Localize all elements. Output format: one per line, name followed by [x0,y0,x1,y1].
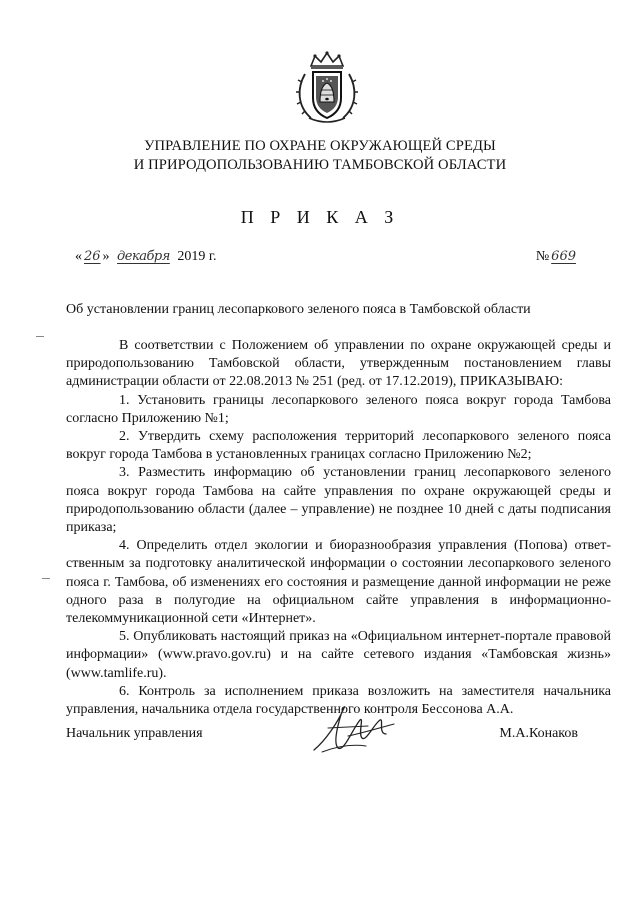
date-quote-open: « [75,249,82,264]
margin-mark [42,578,50,579]
signer-role: Начальник управления [66,726,203,741]
order-item-1: 1. Установить границы лесопаркового зеленого пояса вокруг города Тамбова согласно Приложению №1; [66,392,611,426]
org-line-1: УПРАВЛЕНИЕ ПО ОХРАНЕ ОКРУЖАЮЩЕЙ СРЕДЫ [144,138,496,154]
preamble-paragraph: В соответствии с Положением об управлении по охране окружающей среды и природопользованию Тамбовской области, утвержденным постановлением главы администрации области от 22.08.2013 № 251 (ред. от 17.12.2019), ПРИКАЗЫВАЮ: [66,338,611,390]
number-value: 669 [551,249,576,264]
date-day: 26 [84,249,101,264]
document-body [66,337,611,719]
order-item-3: 3. Разместить информацию об установлении границ лесопаркового зеленого пояса вокруг города Тамбова на сайте управления по охране окружающей среды и природопользованию области (далее – управление) не позднее 10 дней с даты подписания приказа; [66,465,611,536]
document-number [536,248,578,266]
signer-name: М.А.Конаков [499,726,578,741]
document-title: П Р И К А З [240,207,400,227]
document-date [75,248,217,266]
order-item-4: 4. Определить отдел экологии и биоразнообразия управления (Попова) ответственным за подготовку аналитической информации о состоянии лесопаркового зеленого пояса г. Тамбова, об изменениях его состояния и размещение данной информации не реже одного раза в полугодие на официальном сайте управления в информационно-телекоммуникационной сети «Интернет». [66,538,611,627]
document-subject: Об установлении границ лесопаркового зеленого пояса в Тамбовской области [66,302,531,317]
org-line-2: И ПРИРОДОПОЛЬЗОВАНИЮ ТАМБОВСКОЙ ОБЛАСТИ [133,157,507,173]
number-label: № [535,249,550,264]
organization-name [40,137,600,175]
order-item-2: 2. Утвердить схему расположения территорий лесопаркового зеленого пояса вокруг города Тамбова в установленных границах согласно Приложению №2; [66,429,611,463]
margin-mark [36,336,44,337]
coat-of-arms-icon [293,50,361,126]
order-item-6: 6. Контроль за исполнением приказа возложить на заместителя начальника управления, начальника отдела государственного контроля Бессонова А.А. [66,683,611,718]
date-year: 2019 г. [177,249,217,264]
handwritten-signature [308,700,400,758]
date-month: декабря [117,249,170,264]
date-quote-close: » [102,249,110,264]
order-item-5: 5. Опубликовать настоящий приказ на «Официальном интернет-портале правовой информации» (www.pravo.gov.ru) и на сайте сетевого издания «Тамбовская жизнь» (www.tamlife.ru). [66,629,611,681]
